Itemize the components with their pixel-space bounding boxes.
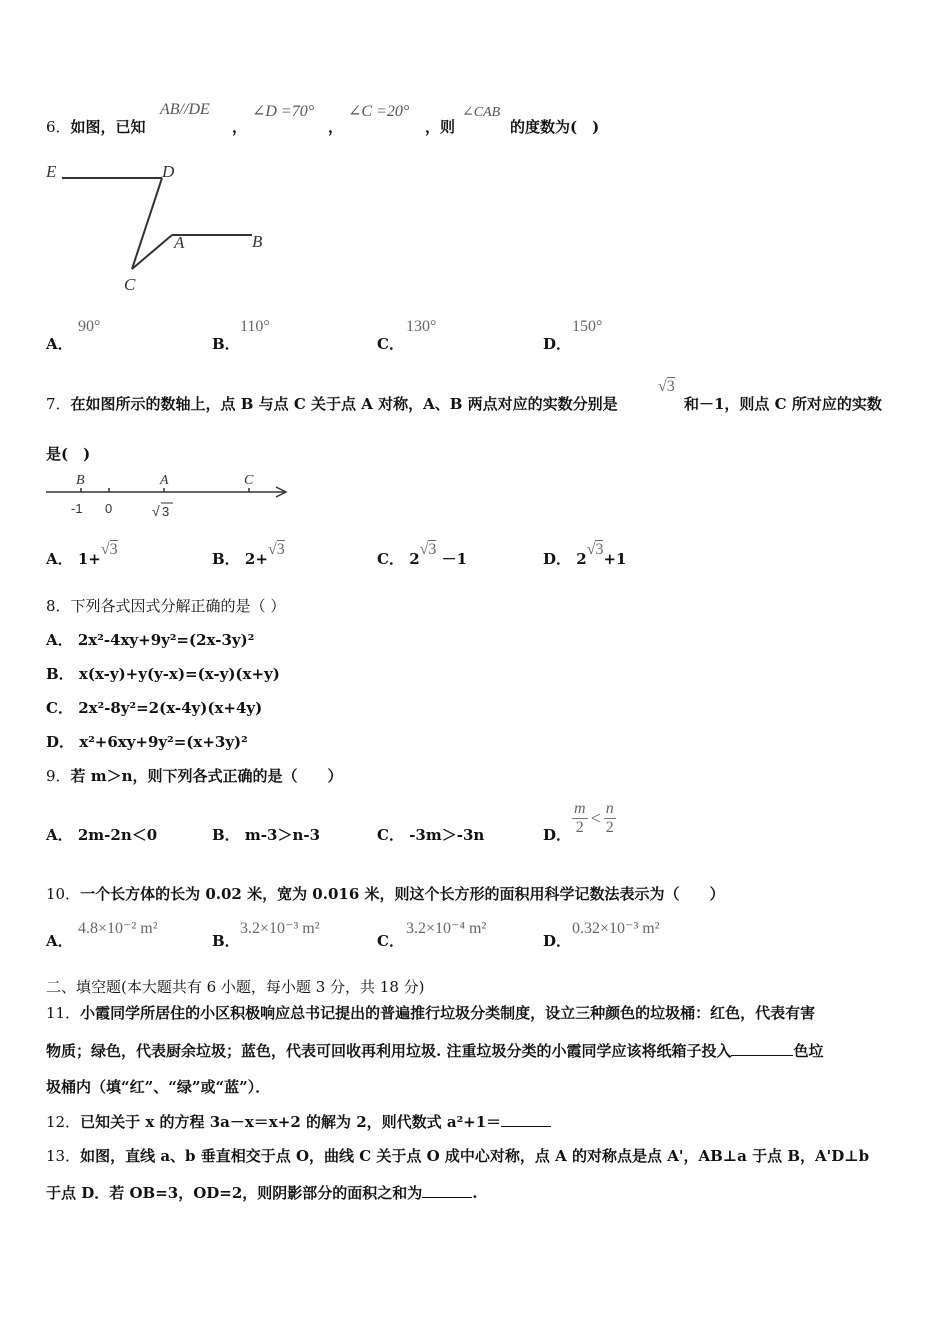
question-number: 9．: [46, 767, 71, 785]
geometry-figure: [40, 155, 280, 300]
tick-neg1: -1: [71, 501, 83, 516]
option-d-letter: D．: [543, 335, 572, 353]
q7-option-c: C． 2√3 －1: [377, 541, 468, 568]
condition-angle-d: ∠D =70°: [252, 103, 315, 120]
option-d-value: 150°: [572, 318, 603, 335]
q10-option-c-letter: C．: [377, 932, 404, 950]
condition-angle-c: ∠C =20°: [348, 103, 410, 120]
label-c: C: [124, 275, 136, 294]
option-b-letter: B．: [212, 335, 240, 353]
question-8-stem: 8．下列各式因式分解正确的是（ ）: [46, 597, 286, 615]
question-11-line1: 11．小霞同学所居住的小区积极响应总书记提出的普遍推行垃圾分类制度，设立三种颜色的垃圾桶：红色，代表有害: [46, 1004, 816, 1022]
point-b-label: B: [76, 473, 85, 488]
point-c-label: C: [244, 473, 254, 488]
q8-option-a: A． 2x²-4xy+9y²=(2x-3y)²: [46, 631, 255, 649]
q10-option-b-letter: B．: [212, 932, 240, 950]
q10-option-d-value: 0.32×10⁻³ m²: [572, 920, 660, 937]
question-6-stem: 6．如图，已知: [46, 118, 146, 136]
q8-option-c: C． 2x²-8y²=2(x-4y)(x+4y): [46, 699, 263, 717]
question-number: 12．: [46, 1113, 81, 1131]
q10-option-c-value: 3.2×10⁻⁴ m²: [406, 920, 487, 937]
label-a: A: [174, 233, 185, 252]
q8-option-d: D． x²+6xy+9y²=(x+3y)²: [46, 733, 248, 751]
condition-parallel: AB//DE: [160, 101, 210, 118]
label-d: D: [162, 162, 175, 181]
option-b-value: 110°: [240, 318, 270, 335]
q7-option-d: D． 2√3+1: [543, 541, 627, 568]
question-number: 11．: [46, 1004, 81, 1022]
q7-option-a: A． 1+√3: [46, 541, 118, 568]
svg-text:√: √: [152, 503, 160, 519]
question-number: 8．: [46, 597, 71, 615]
q10-option-b-value: 3.2×10⁻³ m²: [240, 920, 320, 937]
question-11-line2: 物质；绿色，代表厨余垃圾；蓝色，代表可回收再利用垃圾. 注重垃圾分类的小霞同学应该将纸箱子投入 色垃: [46, 1042, 824, 1060]
point-a-label: A: [160, 473, 169, 488]
question-10-stem: 10．一个长方体的长为 0.02 米，宽为 0.016 米，则这个长方形的面积用科学记数法表示为（ ）: [46, 885, 725, 903]
q9-option-d-fractions: $\frac{m}{2}$ < $\frac{n}{2}$: [574, 800, 614, 836]
label-e: E: [46, 162, 57, 181]
question-number: 6．: [46, 118, 71, 136]
question-13-line1: 13．如图，直线 a、b 垂直相交于点 O，曲线 C 关于点 O 成中心对称，点 A 的对称点是点 A'，AB⊥a 于点 B，A'D⊥b: [46, 1147, 870, 1165]
option-c-value: 130°: [406, 318, 437, 335]
section-heading: 二、填空题(本大题共有 6 小题，每小题 3 分，共 18 分): [46, 978, 425, 996]
answer-blank[interactable]: [422, 1197, 472, 1198]
option-a-letter: A．: [46, 335, 73, 353]
q9-option-b: B． m-3＞n-3: [212, 826, 321, 844]
question-13-line2: 于点 D．若 OB=3，OD=2，则阴影部分的面积之和为 .: [46, 1184, 478, 1202]
question-7-stem: 7．在如图所示的数轴上，点 B 与点 C 关于点 A 对称，A、B 两点对应的实数分别是: [46, 395, 618, 413]
tick-0: 0: [105, 501, 113, 516]
option-a-value: 90°: [78, 318, 101, 335]
question-9-stem: 9．若 m＞n，则下列各式正确的是（ ）: [46, 767, 343, 785]
label-b: B: [252, 232, 263, 251]
q10-option-d-letter: D．: [543, 932, 572, 950]
q7-option-b: B． 2+√3: [212, 541, 285, 568]
q9-option-d-letter: D．: [543, 826, 572, 844]
tick-sqrt3: 3: [162, 504, 170, 519]
number-line-figure: [40, 468, 300, 523]
q8-option-b: B． x(x-y)+y(y-x)=(x-y)(x+y): [46, 665, 280, 683]
question-11-line3: 圾桶内（填“红”、“绿”或“蓝”）．: [46, 1078, 271, 1096]
sqrt-3: √3: [658, 378, 675, 395]
answer-blank[interactable]: [731, 1055, 793, 1056]
question-number: 10．: [46, 885, 81, 903]
question-number: 7．: [46, 395, 71, 413]
question-number: 13．: [46, 1147, 81, 1165]
q10-option-a-value: 4.8×10⁻² m²: [78, 920, 158, 937]
q10-option-a-letter: A．: [46, 932, 73, 950]
question-12-stem: 12．已知关于 x 的方程 3a－x＝x+2 的解为 2，则代数式 a²+1＝: [46, 1111, 551, 1132]
q9-option-c: C． -3m＞-3n: [377, 826, 485, 844]
option-c-letter: C．: [377, 335, 404, 353]
target-angle: ∠CAB: [462, 105, 501, 120]
answer-blank[interactable]: [501, 1126, 551, 1127]
q9-option-a: A． 2m-2n＜0: [46, 826, 158, 844]
